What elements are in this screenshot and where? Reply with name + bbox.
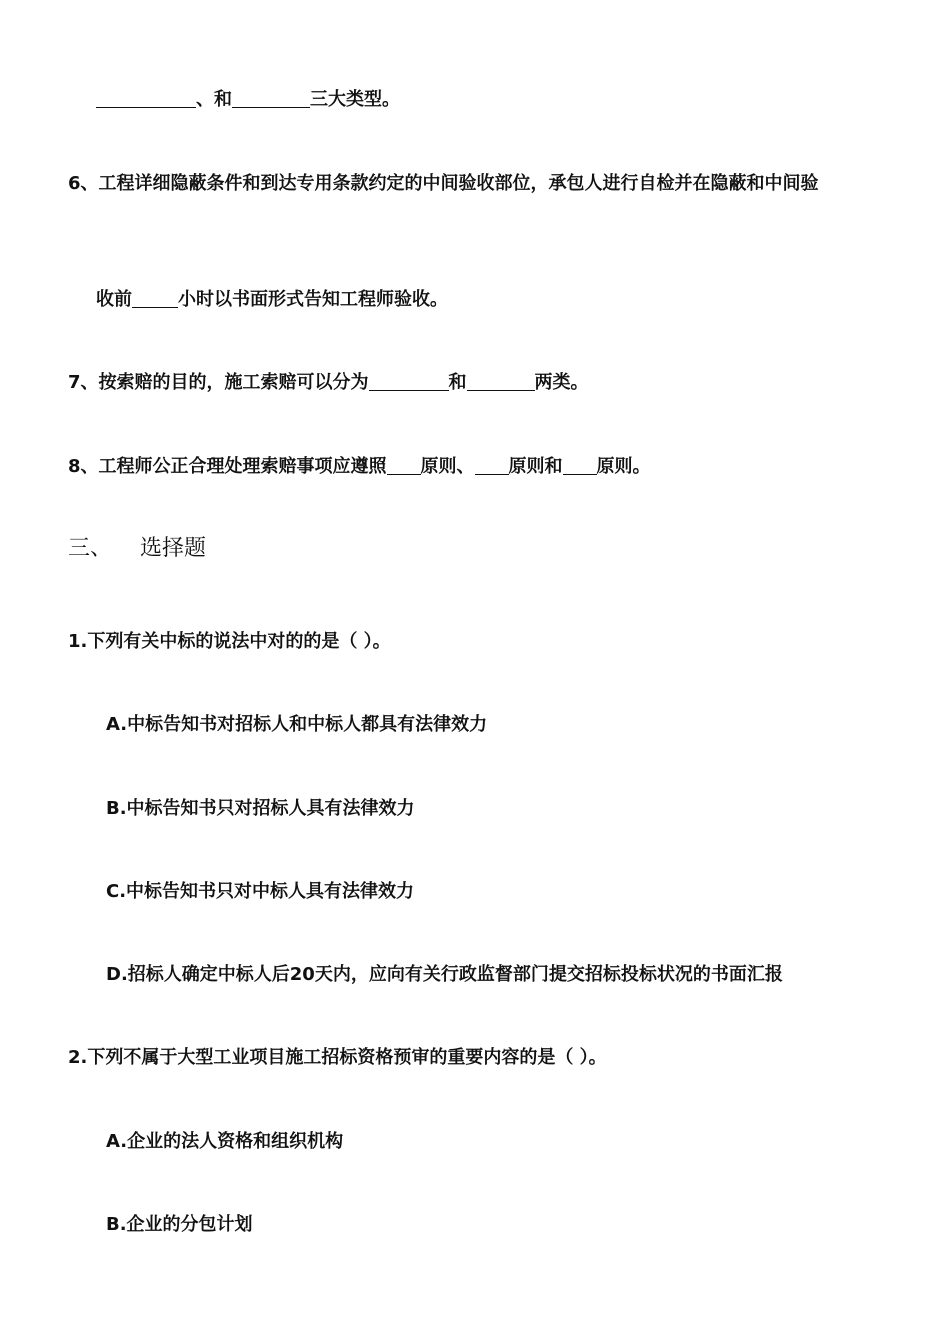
mc2-option-b: B.企业的分包计划 bbox=[106, 1214, 253, 1235]
mc1-option-d: D.招标人确定中标人后20天内，应向有关行政监督部门提交招标投标状况的书面汇报 bbox=[106, 964, 783, 985]
q5-tail: 三大类型。 bbox=[310, 89, 400, 110]
q8-tail: 原则。 bbox=[596, 456, 651, 477]
q6-tail: 小时以书面形式告知工程师验收。 bbox=[178, 289, 448, 310]
mc1-option-a: A.中标告知书对招标人和中标人都具有法律效力 bbox=[106, 714, 488, 735]
fill-blank bbox=[563, 456, 597, 475]
section-heading bbox=[68, 537, 206, 561]
mc1-option-b: B.中标告知书只对招标人具有法律效力 bbox=[106, 798, 415, 819]
fill-blank bbox=[369, 372, 449, 391]
fill-blank bbox=[96, 89, 196, 108]
q5-separator: 、和 bbox=[196, 89, 232, 110]
mc1-option-c: C.中标告知书只对中标人具有法律效力 bbox=[106, 881, 415, 902]
q7-head: 7、按索赔的目的，施工索赔可以分为 bbox=[68, 372, 369, 393]
q8-mid1: 原则、 bbox=[420, 456, 475, 477]
q6-head: 收前 bbox=[96, 289, 132, 310]
q8-mid2: 原则和 bbox=[508, 456, 563, 477]
q8-head: 8、工程师公正合理处理索赔事项应遵照 bbox=[68, 456, 387, 477]
fill-blank bbox=[467, 372, 535, 391]
fill-blank bbox=[132, 289, 178, 308]
mc-question-2: 2.下列不属于大型工业项目施工招标资格预审的重要内容的是（ ）。 bbox=[68, 1047, 607, 1068]
fill-blank bbox=[232, 89, 310, 108]
section-number: 三、 bbox=[68, 536, 113, 561]
fill-blank bbox=[475, 456, 509, 475]
q7-tail: 两类。 bbox=[534, 372, 589, 393]
question-7 bbox=[68, 371, 589, 395]
mc-question-1: 1.下列有关中标的说法中对的的是（ ）。 bbox=[68, 631, 391, 652]
question-8 bbox=[68, 455, 651, 479]
q5-continuation bbox=[96, 88, 400, 112]
question-6-continuation bbox=[96, 288, 448, 312]
q7-mid: 和 bbox=[448, 372, 467, 393]
section-title: 选择题 bbox=[140, 536, 207, 561]
question-6: 6、工程详细隐蔽条件和到达专用条款约定的中间验收部位，承包人进行自检并在隐蔽和中间验 bbox=[68, 173, 819, 194]
fill-blank bbox=[387, 456, 421, 475]
mc2-option-a: A.企业的法人资格和组织机构 bbox=[106, 1131, 344, 1152]
